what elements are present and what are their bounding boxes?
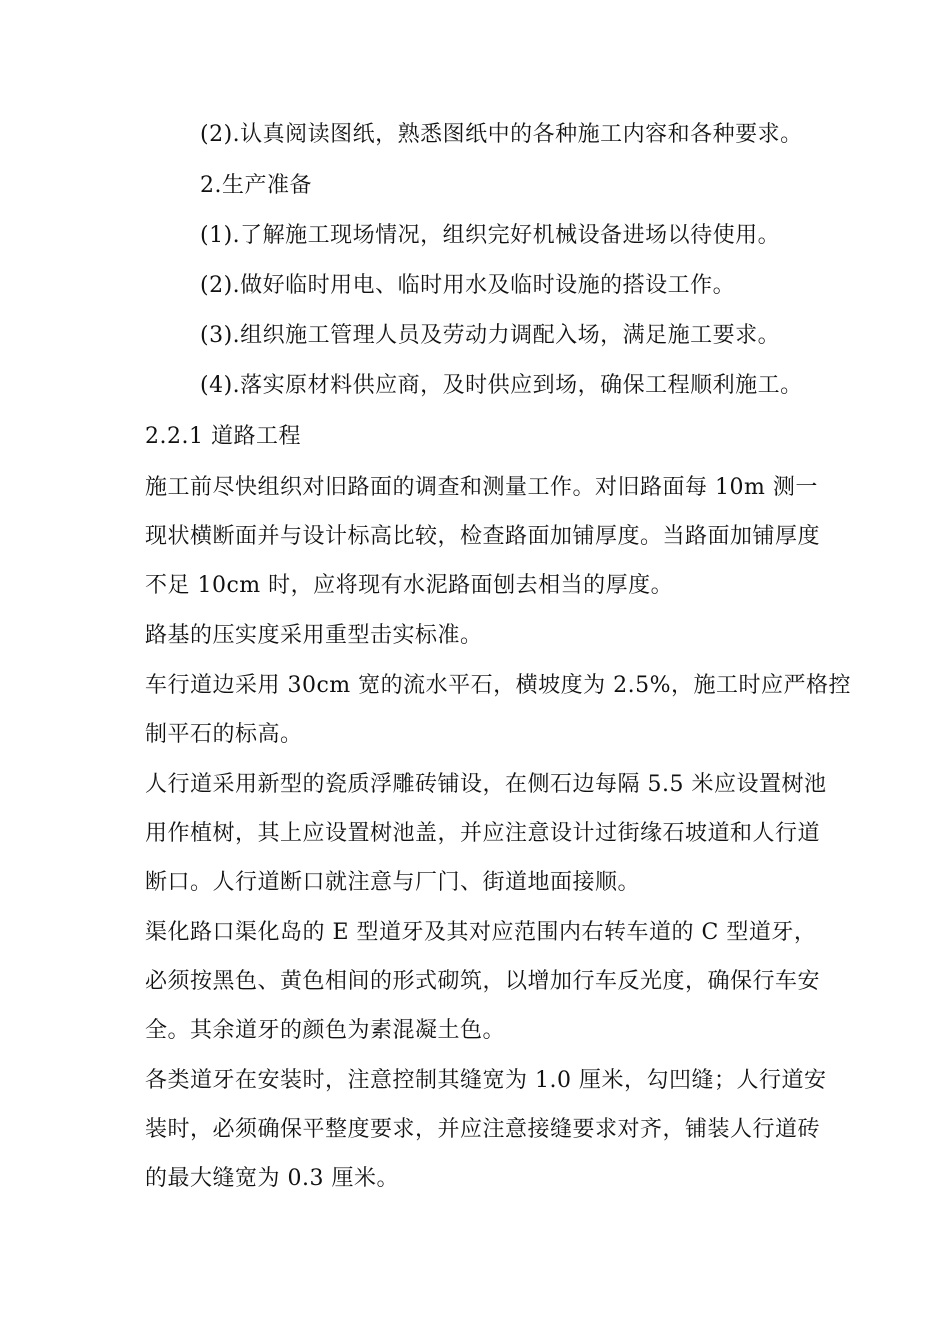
list-item: (2).认真阅读图纸，熟悉图纸中的各种施工内容和各种要求。	[200, 122, 803, 147]
paragraph-line: 现状横断面并与设计标高比较，检查路面加铺厚度。当路面加铺厚度	[145, 524, 821, 549]
paragraph-line: 渠化路口渠化岛的 E 型道牙及其对应范围内右转车道的 C 型道牙，	[145, 920, 817, 945]
list-item: (2).做好临时用电、临时用水及临时设施的搭设工作。	[200, 273, 736, 298]
section-heading: 2.生产准备	[200, 173, 312, 198]
paragraph-line: 的最大缝宽为 0.3 厘米。	[145, 1166, 399, 1191]
paragraph-line: 断口。人行道断口就注意与厂门、街道地面接顺。	[145, 870, 641, 895]
list-item: (1).了解施工现场情况，组织完好机械设备进场以待使用。	[200, 223, 781, 248]
paragraph-line: 各类道牙在安装时，注意控制其缝宽为 1.0 厘米，勾凹缝；人行道安	[145, 1068, 827, 1093]
paragraph-line: 车行道边采用 30cm 宽的流水平石，横坡度为 2.5%，施工时应严格控	[145, 673, 852, 698]
paragraph-line: 制平石的标高。	[145, 722, 303, 747]
paragraph-line: 施工前尽快组织对旧路面的调查和测量工作。对旧路面每 10m 测一	[145, 475, 818, 500]
paragraph-line: 人行道采用新型的瓷质浮雕砖铺设，在侧石边每隔 5.5 米应设置树池	[145, 772, 827, 797]
paragraph-line: 用作植树，其上应设置树池盖，并应注意设计过街缘石坡道和人行道	[145, 821, 821, 846]
list-item: (4).落实原材料供应商，及时供应到场，确保工程顺利施工。	[200, 373, 803, 398]
paragraph-line: 全。其余道牙的颜色为素混凝土色。	[145, 1018, 506, 1043]
paragraph-line: 必须按黑色、黄色相间的形式砌筑，以增加行车反光度，确保行车安	[145, 969, 821, 994]
subsection-heading: 2.2.1 道路工程	[145, 424, 301, 449]
paragraph-line: 不足 10cm 时，应将现有水泥路面刨去相当的厚度。	[145, 573, 674, 598]
paragraph-line: 路基的压实度采用重型击实标准。	[145, 623, 483, 648]
list-item: (3).组织施工管理人员及劳动力调配入场，满足施工要求。	[200, 323, 781, 348]
paragraph-line: 装时，必须确保平整度要求，并应注意接缝要求对齐，铺装人行道砖	[145, 1117, 821, 1142]
